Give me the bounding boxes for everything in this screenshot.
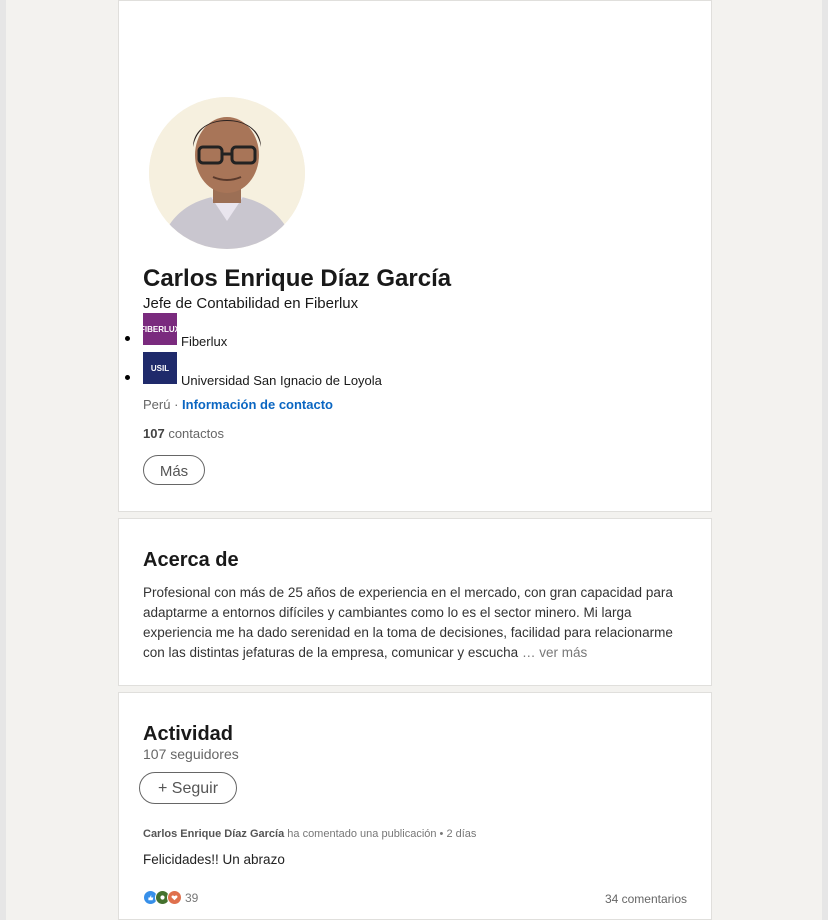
activity-title: Actividad: [143, 723, 234, 745]
love-reaction-icon: [167, 890, 182, 905]
usil-logo-icon: USIL: [143, 352, 177, 384]
about-title: Acerca de: [143, 549, 239, 571]
comments-count[interactable]: 34 comentarios: [604, 892, 687, 906]
plus-icon: +: [157, 780, 168, 797]
activity-text[interactable]: Felicidades!! Un abrazo: [143, 852, 285, 867]
see-more-link[interactable]: … ver más: [521, 645, 588, 660]
location-line: [143, 397, 333, 412]
reactions-summary[interactable]: [143, 890, 198, 905]
activity-meta: [143, 828, 476, 840]
fiberlux-logo-icon: FIBERLUX: [143, 313, 177, 345]
activity-action: ha comentado una publicación • 2 días: [284, 828, 477, 840]
page-edge-right: [822, 0, 828, 920]
organization-label: Universidad San Ignacio de Loyola: [181, 373, 382, 388]
contact-info-link[interactable]: Información de contacto: [182, 397, 333, 412]
separator: ·: [170, 397, 183, 412]
organization-label: Fiberlux: [181, 334, 228, 349]
list-bullet: [125, 375, 130, 380]
profile-photo: [149, 97, 305, 249]
contacts-label: contactos: [164, 426, 224, 441]
followers-count: 107 seguidores: [143, 746, 239, 762]
page-edge-left: [0, 0, 6, 920]
profile-headline: Jefe de Contabilidad en Fiberlux: [143, 295, 359, 312]
location-text: Perú: [143, 397, 171, 412]
list-bullet: [125, 336, 130, 341]
profile-card: [118, 0, 712, 512]
activity-author[interactable]: Carlos Enrique Díaz García: [143, 828, 285, 840]
more-button[interactable]: Más: [143, 455, 205, 485]
activity-card: [118, 692, 712, 920]
follow-label: Seguir: [171, 780, 219, 797]
profile-avatar[interactable]: [149, 97, 305, 249]
follow-button[interactable]: [139, 772, 237, 804]
about-card: [118, 518, 712, 686]
reactions-count: 39: [185, 890, 199, 905]
about-body: Profesional con más de 25 años de experiencia en el mercado, con gran capacidad para adaptarme a entornos difíciles y cambiantes como lo es el sector minero. Mi larga experiencia me ha dado serenidad en la toma de decisiones, facilidad para relacionarme con las distintas jefaturas de la empresa, comunicar y escucha: [143, 585, 673, 660]
contacts-number: 107: [143, 426, 165, 441]
about-text: [143, 583, 691, 663]
profile-name: Carlos Enrique Díaz García: [143, 265, 452, 292]
contacts-count[interactable]: [143, 426, 224, 441]
